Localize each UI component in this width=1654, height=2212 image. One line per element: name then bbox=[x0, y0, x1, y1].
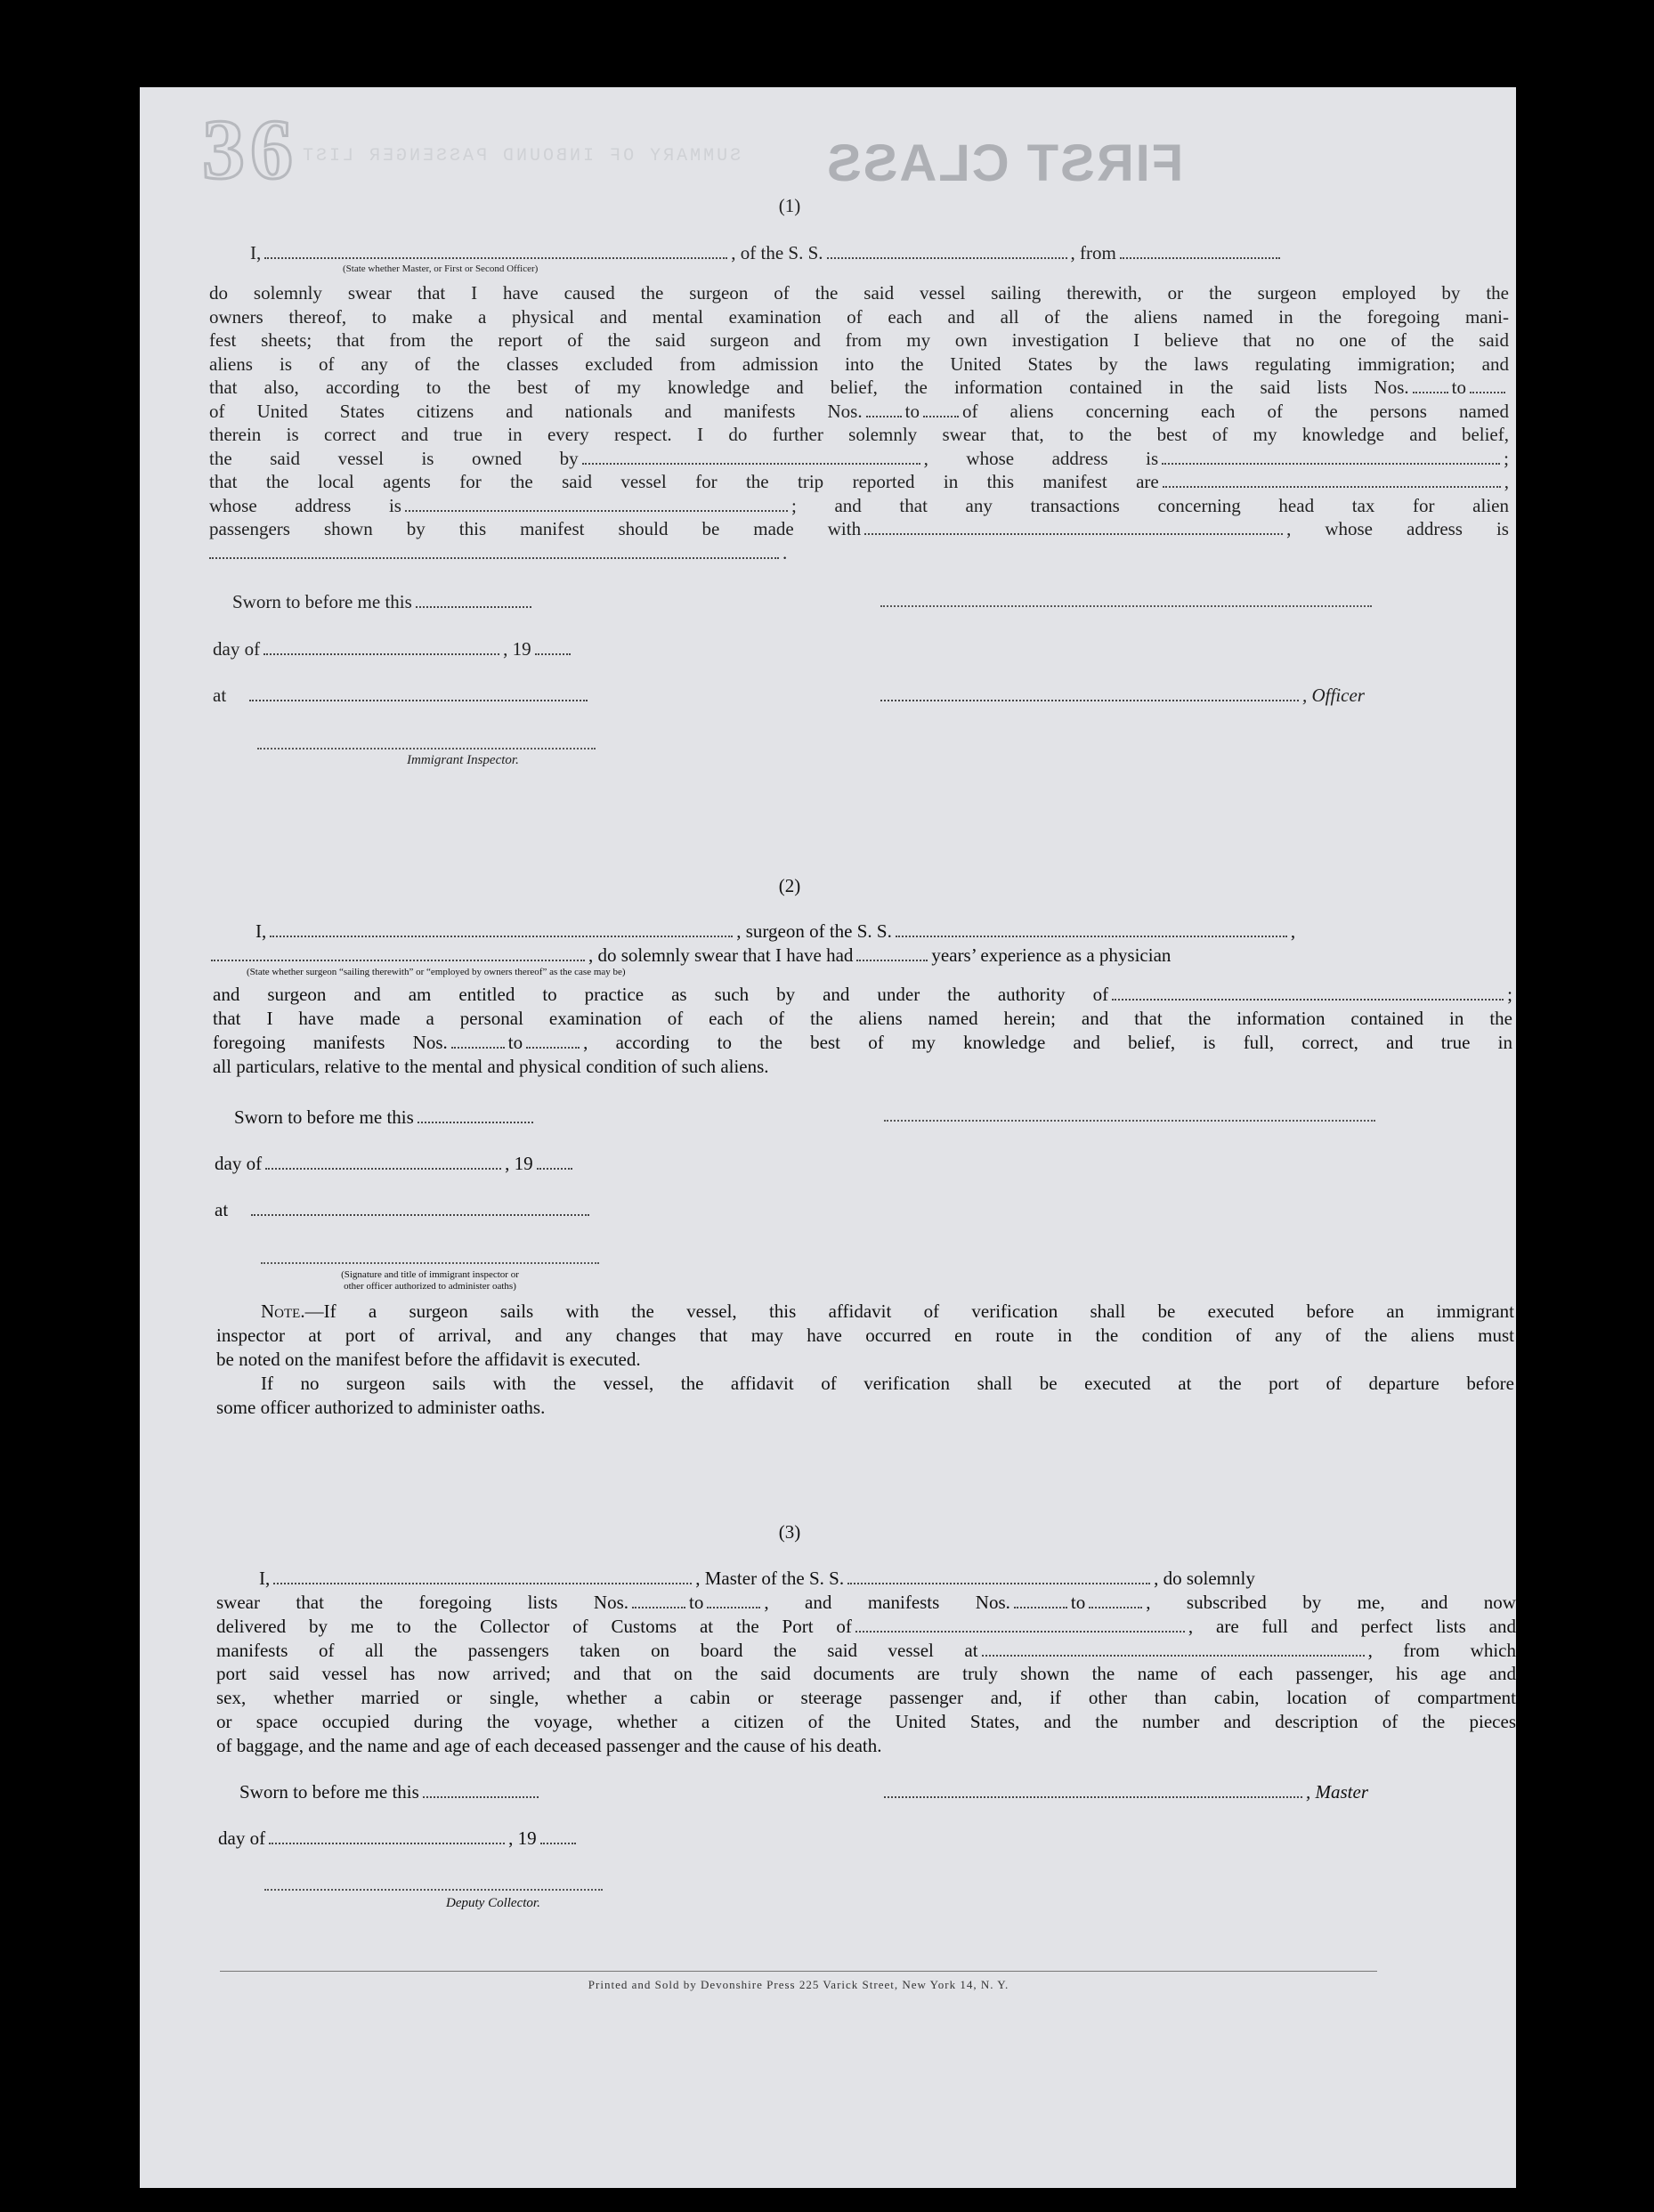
section-3-paragraph: swear that the foregoing lists Nos. to , and manifests Nos. to , subscribed by me, and now delivered by me to the Collector of Customs at the Port of , are full and perfect lists and manifests of all the passengers taken on board the said vessel at , from which port said vessel has now arrived; and that on the said documents are truly shown the name of each passenger, his age and sex, whether married or single, whether a cabin or steerage passenger and, if other than cabin, location of compartment or space occupied during the voyage, whether a citizen of the United States, and the number and description of the pieces of baggage, and the name and age of each deceased passenger and the cause of his death. bbox=[216, 1592, 1516, 1756]
s2-year-field[interactable] bbox=[537, 1167, 572, 1170]
s3-sworn-date-field[interactable] bbox=[423, 1795, 539, 1798]
signature-note: (Signature and title of immigrant inspector or other officer authorized to administer oaths) bbox=[341, 1269, 519, 1292]
section-2-dayof: day of , 19 bbox=[215, 1152, 576, 1175]
sworn-date-field[interactable] bbox=[416, 605, 531, 608]
section-1-heading: (1) bbox=[778, 195, 801, 216]
officer-signature-field[interactable] bbox=[880, 699, 1299, 701]
bleed-through-text: SUMMARY OF INBOUND PASSENGER LIST bbox=[300, 146, 742, 166]
agents-address-field[interactable] bbox=[405, 509, 788, 512]
surgeon-signature-line[interactable] bbox=[884, 1120, 1375, 1122]
s3-lists-from-field[interactable] bbox=[632, 1606, 685, 1608]
years-experience-field[interactable] bbox=[856, 959, 928, 961]
from-port-field[interactable] bbox=[1120, 256, 1280, 259]
master-name-field[interactable] bbox=[264, 256, 727, 259]
section-3-heading: (3) bbox=[778, 1521, 801, 1543]
at-place-field[interactable] bbox=[249, 699, 588, 701]
owner-field[interactable] bbox=[582, 462, 920, 465]
surgeon-status-field[interactable] bbox=[211, 959, 585, 961]
lists-from-field[interactable] bbox=[1413, 391, 1448, 393]
note-paragraph: Note.—If a surgeon sails with the vessel, this affidavit of verification shall be executed before an immigrant inspector at port of arrival, and any changes that may have occurred en route in the condition of any of the aliens must be noted on the manifest before the affidavit is executed. If no surgeon sails with the vessel, the affidavit of verification shall be executed at the port of departure before some officer authorized to administer oaths. bbox=[216, 1300, 1514, 1418]
lists-to-field[interactable] bbox=[1470, 391, 1505, 393]
s2-at-place-field[interactable] bbox=[251, 1213, 589, 1216]
printer-imprint: Printed and Sold by Devonshire Press 225 Varick Street, New York 14, N. Y. bbox=[588, 1978, 1009, 1991]
section-1-paragraph: do solemnly swear that I have caused the surgeon of the said vessel sailing therewith, or the surgeon employed by the owners thereof, to make a physical and mental examination of each and all of the aliens named in the foregoing mani- fest sheets; that from the report of the said surgeon and from my own investigation I believe that no one of the said aliens is of any of the classes excluded from admission into the United States by the laws regulating immigration; and that also, according to the best of my knowledge and belief, the information contained in the said lists Nos. to of United States citizens and nationals and manifests Nos. to of aliens concerning each of the persons named therein is correct and true in every respect. I do further solemnly swear that, to the best of my knowledge and belief, the said vessel is owned by , whose address is ; that the local agents for the said vessel for the trip reported in this manifest are , whose address is ; and that any transactions concerning head tax for alien passengers shown by this manifest should be made with , whose address is . bbox=[209, 282, 1510, 563]
owner-address-field[interactable] bbox=[1162, 462, 1500, 465]
surgeon-name-field[interactable] bbox=[270, 935, 733, 937]
officer-signature: , Officer bbox=[880, 684, 1365, 707]
section-1-line-1: I, , of the S. S. , from bbox=[250, 241, 1512, 264]
s2-manifests-to-field[interactable] bbox=[526, 1046, 580, 1049]
s2-manifests-from-field[interactable] bbox=[451, 1046, 505, 1049]
master-signature: , Master bbox=[884, 1780, 1368, 1803]
s3-day-of-field[interactable] bbox=[269, 1842, 505, 1844]
day-of-field[interactable] bbox=[264, 652, 499, 655]
page-number-stamp: 36 bbox=[202, 101, 298, 197]
section-3-sworn: Sworn to before me this bbox=[239, 1780, 542, 1803]
section-2-paragraph: and surgeon and am entitled to practice as such by and under the authority of ; that I have made a personal examination of each of the aliens named herein; and that the information contained in the foregoing manifests Nos. to , according to the best of my knowledge and belief, is full, correct, and true in all particulars, relative to the mental and physical condition of such aliens. bbox=[213, 984, 1512, 1077]
year-field[interactable] bbox=[535, 652, 571, 655]
manifests-from-field[interactable] bbox=[866, 415, 902, 417]
s3-manifests-to-field[interactable] bbox=[1089, 1606, 1142, 1608]
s3-vessel-field[interactable] bbox=[847, 1582, 1150, 1584]
section-2-sworn: Sworn to before me this bbox=[234, 1106, 537, 1129]
official-signature-line[interactable] bbox=[261, 1262, 599, 1264]
section-2-at: at bbox=[215, 1198, 593, 1221]
surgeon-vessel-field[interactable] bbox=[896, 935, 1287, 937]
manifests-to-field[interactable] bbox=[923, 415, 959, 417]
authority-field[interactable] bbox=[1112, 998, 1504, 1001]
document-sheet bbox=[140, 87, 1516, 2188]
section-2-line-2: , do solemnly swear that I have had years’ experience as a physician bbox=[211, 944, 1171, 967]
class-stamp: FIRST CLASS bbox=[825, 134, 1184, 192]
head-tax-address-field[interactable] bbox=[209, 556, 779, 559]
section-3-line-1: I, , Master of the S. S. , do solemnly bbox=[259, 1568, 1255, 1589]
s3-lists-to-field[interactable] bbox=[707, 1606, 760, 1608]
boarding-port-field[interactable] bbox=[982, 1654, 1365, 1657]
local-agents-field[interactable] bbox=[1163, 485, 1501, 488]
inspector-signature-line[interactable] bbox=[257, 748, 596, 749]
collector-signature-line[interactable] bbox=[264, 1889, 603, 1891]
head-tax-party-field[interactable] bbox=[864, 532, 1283, 535]
customs-port-field[interactable] bbox=[855, 1630, 1185, 1633]
s3-year-field[interactable] bbox=[540, 1842, 576, 1844]
s2-sworn-date-field[interactable] bbox=[418, 1121, 533, 1123]
vessel-name-field[interactable] bbox=[827, 256, 1067, 259]
master-signature-field[interactable] bbox=[884, 1795, 1302, 1798]
signature-line[interactable] bbox=[880, 605, 1372, 607]
s3-master-name-field[interactable] bbox=[273, 1582, 692, 1584]
inspector-label: Immigrant Inspector. bbox=[407, 753, 519, 767]
surgeon-note: (State whether surgeon “sailing therewith” or “employed by owners thereof” as the case may be) bbox=[247, 967, 626, 977]
master-note: (State whether Master, or First or Second Officer) bbox=[343, 263, 539, 274]
s3-manifests-from-field[interactable] bbox=[1014, 1606, 1067, 1608]
collector-label: Deputy Collector. bbox=[446, 1896, 540, 1910]
section-1-dayof: day of , 19 bbox=[213, 637, 574, 660]
section-2-line-1: I, , surgeon of the S. S. , bbox=[255, 920, 1296, 942]
s2-day-of-field[interactable] bbox=[265, 1167, 501, 1170]
section-2-heading: (2) bbox=[778, 875, 801, 896]
footer-rule bbox=[220, 1971, 1377, 1972]
section-3-dayof: day of , 19 bbox=[218, 1827, 580, 1850]
section-1-at: at bbox=[213, 684, 591, 707]
section-1-sworn: Sworn to before me this bbox=[232, 590, 535, 613]
